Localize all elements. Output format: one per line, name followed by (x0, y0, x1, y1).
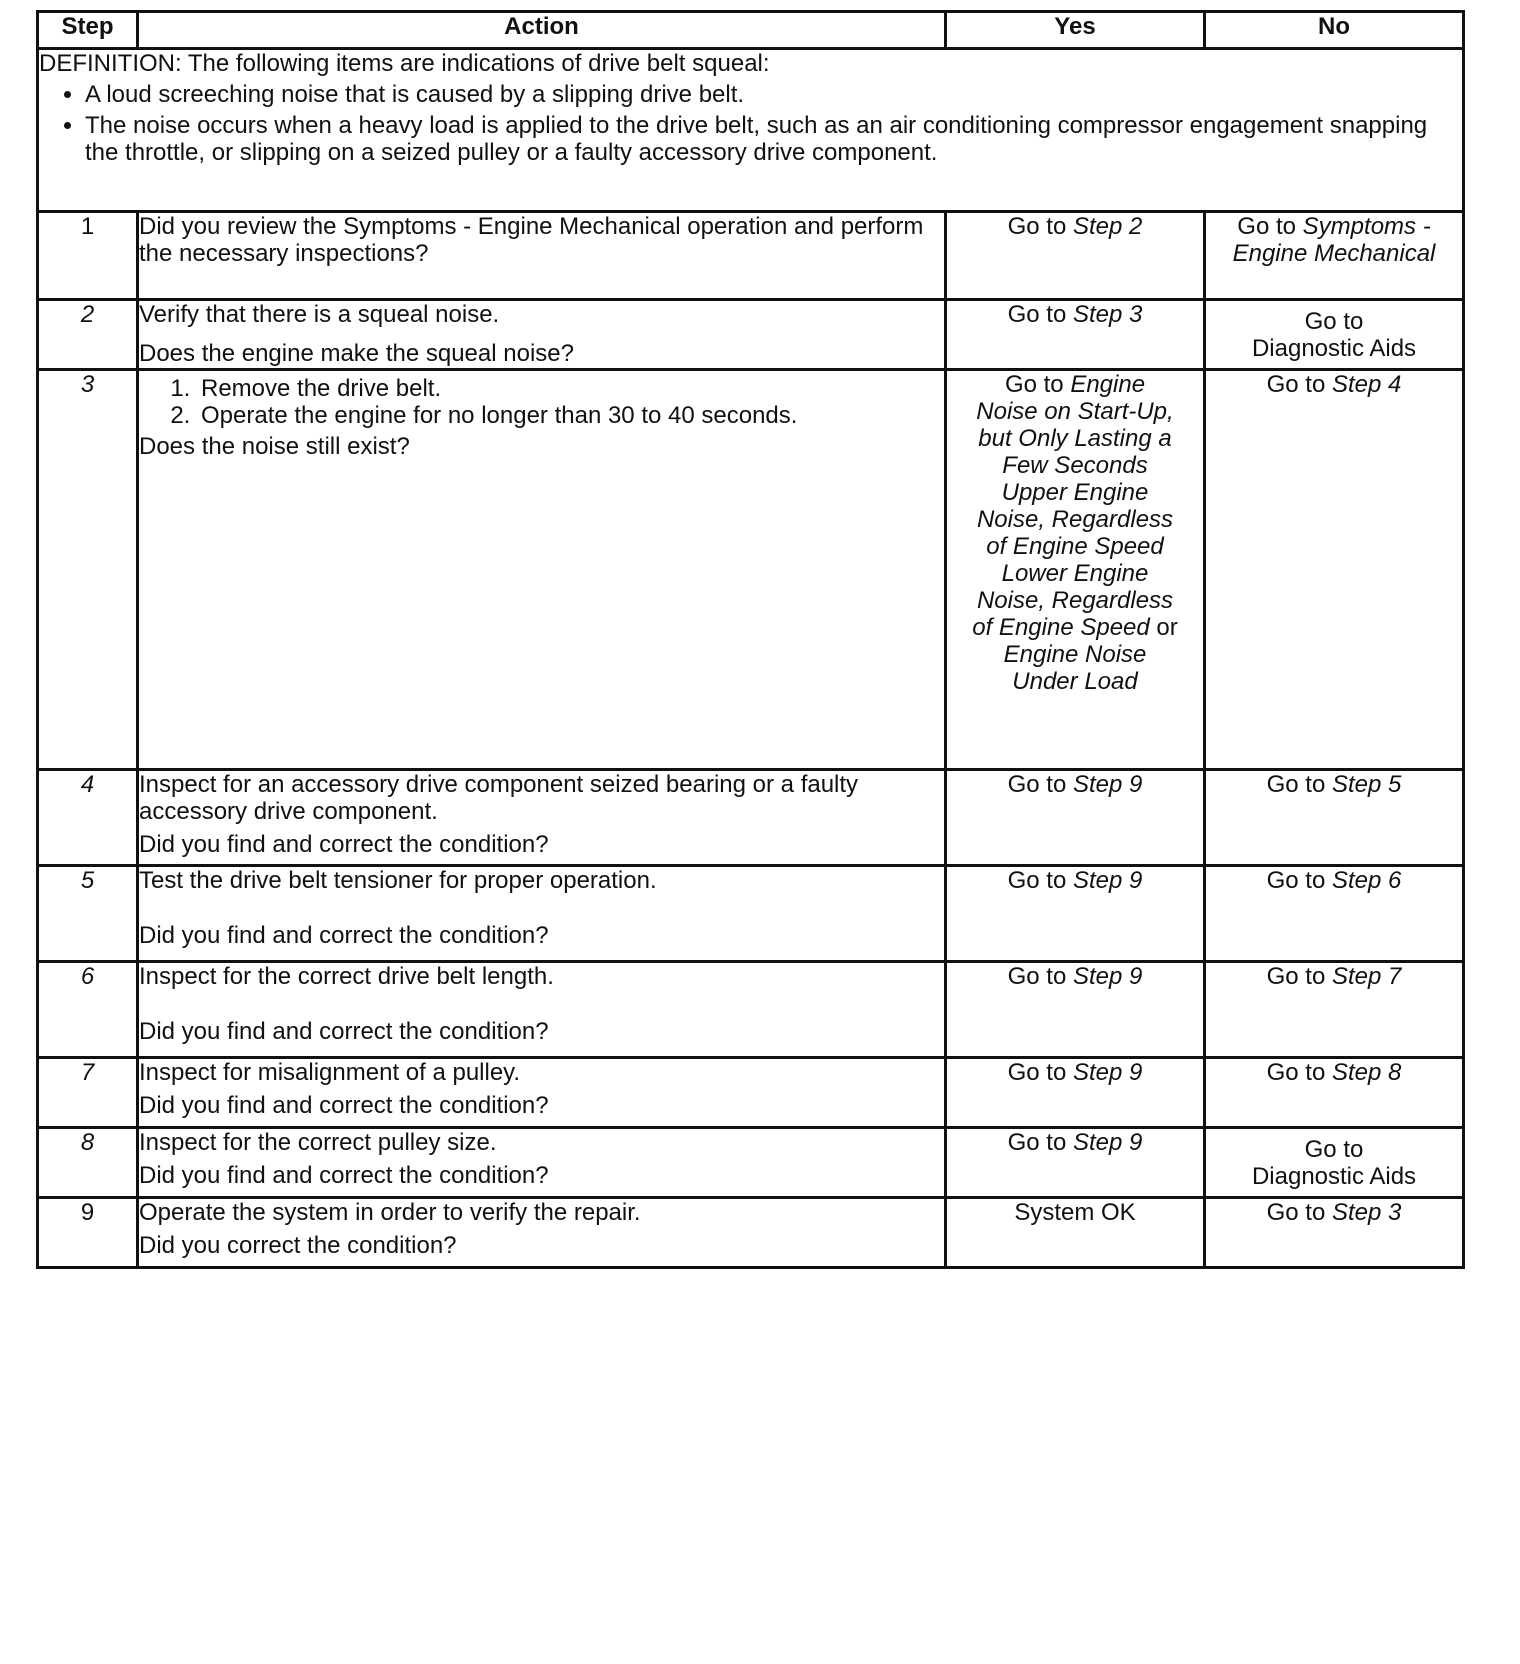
table-row (38, 962, 1464, 1058)
step-number: 4 (38, 770, 138, 866)
step-number: 8 (38, 1128, 138, 1198)
definition-text: DEFINITION: The following items are indications of drive belt squeal: (39, 50, 770, 77)
header-row (38, 12, 1464, 49)
step-number: 1 (38, 212, 138, 300)
no-cell (1205, 866, 1464, 962)
yes-link[interactable]: Step 3 (1072, 301, 1143, 328)
yes-link[interactable]: Step 2 (1072, 213, 1143, 240)
no-link[interactable]: Step 6 (1331, 867, 1402, 894)
yes-link[interactable]: Engine Noise Under Load (1003, 641, 1147, 695)
header-action: Action (138, 12, 946, 49)
action-text: Inspect for the correct pulley size. (139, 1129, 497, 1156)
action-question: Does the engine make the squeal noise? (139, 340, 574, 367)
action-cell (138, 300, 946, 370)
yes-cell (946, 1198, 1205, 1268)
no-link[interactable]: Symptoms - Engine Mechanical (1232, 213, 1436, 267)
step-number: 9 (38, 1198, 138, 1268)
no-cell (1205, 212, 1464, 300)
yes-or: or (1156, 614, 1178, 641)
table-row (38, 300, 1464, 370)
action-cell (138, 770, 946, 866)
yes-prefix: Go to (1007, 1129, 1067, 1156)
no-link[interactable]: Step 4 (1331, 371, 1402, 398)
action-cell (138, 1198, 946, 1268)
no-prefix: Go to (1266, 1199, 1326, 1226)
yes-cell (946, 962, 1205, 1058)
yes-prefix: Go to (1007, 771, 1067, 798)
table-row (38, 866, 1464, 962)
no-cell (1205, 1198, 1464, 1268)
action-text: Test the drive belt tensioner for proper operation. (139, 867, 657, 894)
action-text: Verify that there is a squeal noise. (139, 301, 500, 328)
action-cell (138, 866, 946, 962)
no-prefix: Go to (1266, 963, 1326, 990)
no-prefix: Go to (1237, 213, 1296, 240)
table-row (38, 370, 1464, 770)
table-row (38, 1128, 1464, 1198)
yes-link[interactable]: Step 9 (1072, 1129, 1143, 1156)
action-question: Did you find and correct the condition? (139, 1018, 549, 1045)
yes-cell (946, 1058, 1205, 1128)
yes-cell (946, 770, 1205, 866)
step-number: 3 (38, 370, 138, 770)
table-row (38, 770, 1464, 866)
no-prefix: Go to (1266, 867, 1326, 894)
yes-prefix: Go to (1007, 301, 1067, 328)
action-cell (138, 962, 946, 1058)
no-cell (1205, 300, 1464, 370)
no-prefix: Go to (1266, 771, 1326, 798)
header-yes: Yes (946, 12, 1205, 49)
action-question: Did you find and correct the condition? (139, 922, 549, 949)
procedure-list (139, 375, 944, 429)
yes-link[interactable]: Step 9 (1072, 963, 1143, 990)
yes-cell (946, 1128, 1205, 1198)
yes-result: System OK (1014, 1199, 1136, 1226)
procedure-item: 1. Remove the drive belt. (197, 375, 944, 402)
no-cell (1205, 1128, 1464, 1198)
no-cell (1205, 770, 1464, 866)
action-cell (138, 370, 946, 770)
action-question: Did you correct the condition? (139, 1232, 457, 1259)
no-prefix: Go to (1304, 1135, 1364, 1163)
no-cell (1205, 1058, 1464, 1128)
yes-prefix: Go to (1004, 371, 1064, 398)
action-text: Inspect for an accessory drive component seized bearing or a faulty accessory drive component. (139, 771, 859, 825)
action-question: Did you find and correct the condition? (139, 1092, 549, 1119)
action-cell (138, 1128, 946, 1198)
step-number: 2 (38, 300, 138, 370)
step-number: 7 (38, 1058, 138, 1128)
yes-link[interactable]: Engine Noise on Start-Up, but Only Lasting a Few Seconds (976, 371, 1174, 479)
yes-link[interactable]: Step 9 (1072, 867, 1143, 894)
yes-cell (946, 300, 1205, 370)
action-text: Operate the system in order to verify the repair. (139, 1199, 641, 1226)
action-question: Did you find and correct the condition? (139, 831, 549, 858)
yes-link[interactable]: Upper Engine Noise, Regardless of Engine Speed (976, 479, 1174, 560)
no-prefix: Go to (1304, 307, 1364, 335)
yes-prefix: Go to (1007, 963, 1067, 990)
no-cell (1205, 962, 1464, 1058)
action-text: Inspect for the correct drive belt length. (139, 963, 554, 990)
yes-cell (946, 212, 1205, 300)
definition-bullets (39, 81, 1462, 166)
yes-prefix: Go to (1007, 213, 1067, 240)
definition-row (38, 49, 1464, 212)
header-no: No (1205, 12, 1464, 49)
yes-cell (946, 866, 1205, 962)
yes-prefix: Go to (1007, 1059, 1067, 1086)
no-link[interactable]: Diagnostic Aids (1251, 1162, 1417, 1190)
no-cell (1205, 370, 1464, 770)
diagnostic-table (36, 10, 1465, 1269)
step-number: 5 (38, 866, 138, 962)
no-prefix: Go to (1266, 1059, 1326, 1086)
table-row (38, 212, 1464, 300)
action-text: Did you review the Symptoms - Engine Mechanical operation and perform the necessary inspections? (139, 213, 924, 267)
yes-link[interactable]: Step 9 (1072, 771, 1143, 798)
action-question: Did you find and correct the condition? (139, 1162, 549, 1189)
definition-cell (38, 49, 1464, 212)
no-link[interactable]: Step 5 (1331, 771, 1402, 798)
yes-link[interactable]: Lower Engine Noise, Regardless of Engine Speed (972, 560, 1174, 641)
definition-bullet: • The noise occurs when a heavy load is applied to the drive belt, such as an air conditioning compressor engagement snapping the throttle, or slipping on a seized pulley or a faulty accessory drive component. (85, 112, 1462, 166)
no-link[interactable]: Diagnostic Aids (1251, 334, 1417, 362)
no-link[interactable]: Step 7 (1331, 963, 1402, 990)
action-question: Does the noise still exist? (139, 433, 410, 460)
table-row (38, 1198, 1464, 1268)
no-link[interactable]: Step 3 (1331, 1199, 1402, 1226)
yes-prefix: Go to (1007, 867, 1067, 894)
step-number: 6 (38, 962, 138, 1058)
header-step: Step (38, 12, 138, 49)
action-cell (138, 1058, 946, 1128)
no-prefix: Go to (1266, 371, 1326, 398)
action-text: Inspect for misalignment of a pulley. (139, 1059, 521, 1086)
action-cell (138, 212, 946, 300)
yes-link[interactable]: Step 9 (1072, 1059, 1143, 1086)
yes-cell (946, 370, 1205, 770)
definition-bullet: • A loud screeching noise that is caused by a slipping drive belt. (85, 81, 1462, 108)
no-link[interactable]: Step 8 (1331, 1059, 1402, 1086)
table-row (38, 1058, 1464, 1128)
procedure-item: 2. Operate the engine for no longer than 30 to 40 seconds. (197, 402, 944, 429)
